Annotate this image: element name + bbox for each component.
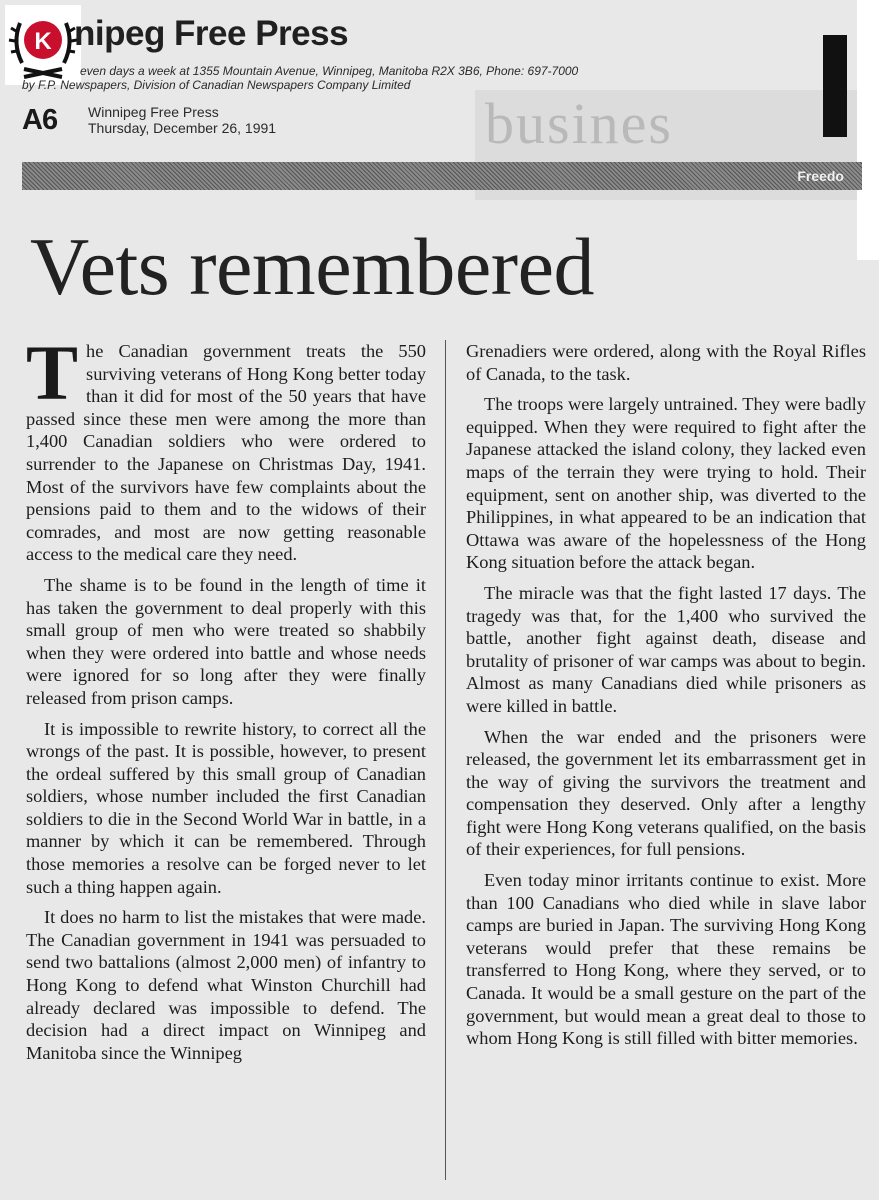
headline: Vets remembered xyxy=(30,221,594,312)
paragraph: It is impossible to rewrite history, to correct all the wrongs of the past. It is possible, however, to present the ordeal suffered by this small group of Canadian soldiers, whose number included the first Canadian soldiers to die in the Second World War in battle, in a manner by which it can be remembered. Through those memories a resolve can be forged never to let such a thing happen again. xyxy=(26,718,426,897)
svg-text:K: K xyxy=(34,28,52,55)
publication-info-line2: by F.P. Newspapers, Division of Canadian Newspapers Company Limited xyxy=(22,78,411,92)
drop-cap: T xyxy=(26,329,79,416)
paragraph: Grenadiers were ordered, along with the Royal Rifles of Canada, to the task. xyxy=(466,341,866,384)
page-number: A6 xyxy=(22,104,58,136)
paragraph: The troops were largely untrained. They were badly equipped. When they were required to fight after the Japanese attacked the island colony, they lacked even maps of the terrain they were trying to hold. Their equipment, sent on another ship, was diverted to the Philippines, in what appeared to be an indication that Ottawa was aware of the hopelessness of the Hong Kong situation before the attack began. xyxy=(466,394,866,573)
adjacent-black-bar xyxy=(823,35,847,137)
section-rule xyxy=(22,162,862,190)
paper-name: Winnipeg Free Press xyxy=(88,104,219,120)
paragraph: When the war ended and the prisoners were released, the government let its embarrassment get in the way of giving the survivors the treatment and compensation they deserved. Only after a lengthy fight were Hong Kong veterans qualified, on the basis of their experiences, for full pensions. xyxy=(466,726,866,860)
dateline xyxy=(88,104,276,136)
adjacent-page-fragment: busines xyxy=(485,91,673,156)
paragraph: The Canadian government treats the 550 surviving veterans of Hong Kong better today than it did for most of the 50 years that have passed since these men were among the more than 1,400 Canadian soldiers who were ordered to surrender to the Japanese on Christmas Day, 1941. Most of the survivors have few complaints about the pensions paid to them and to the widows of their comrades, and most are now getting reasonable access to the medical care they need. xyxy=(26,329,426,565)
paragraph: The shame is to be found in the length of time it has taken the government to deal properly with this small group of men who were treated so shabbily when they were ordered into battle and whose needs were ignored for so long after they were finally released from prison camps. xyxy=(26,574,426,708)
paragraph: It does no harm to list the mistakes that were made. The Canadian government in 1941 was persuaded to send two battalions (almost 2,000 men) of infantry to Hong Kong to defend what Winston Churchill had already declared was impossible to defend. The decision had a direct impact on Winnipeg and Manitoba since the Winnipeg xyxy=(26,907,426,1063)
publication-info xyxy=(22,64,578,92)
torn-edge xyxy=(857,0,879,260)
article-column-right xyxy=(466,340,866,1058)
paragraph: The miracle was that the fight lasted 17 days. The tragedy was that, for the 1,400 who survived the battle, another fight against death, disease and brutality of prisoner of war camps was about to begin. Almost as many Canadians died while prisoners as were killed in battle. xyxy=(466,582,866,716)
publication-info-line1: even days a week at 1355 Mountain Avenue, Winnipeg, Manitoba R2X 3B6, Phone: 697-7000 xyxy=(80,64,579,78)
masthead-title: nipeg Free Press xyxy=(74,14,349,53)
paragraph: Even today minor irritants continue to exist. More than 100 Canadians who died while in slave labor camps are buried in Japan. The surviving Hong Kong veterans would prefer that these remains be transferred to Hong Kong, where they served, or to Canada. It would be a small gesture on the part of the government, but would mean a great deal to those to whom Hong Kong is still filled with bitter memories. xyxy=(466,870,866,1049)
section-tag: Freedo xyxy=(797,168,844,184)
article-column-left xyxy=(26,329,426,1072)
column-divider xyxy=(445,340,446,1180)
issue-date: Thursday, December 26, 1991 xyxy=(88,120,277,136)
